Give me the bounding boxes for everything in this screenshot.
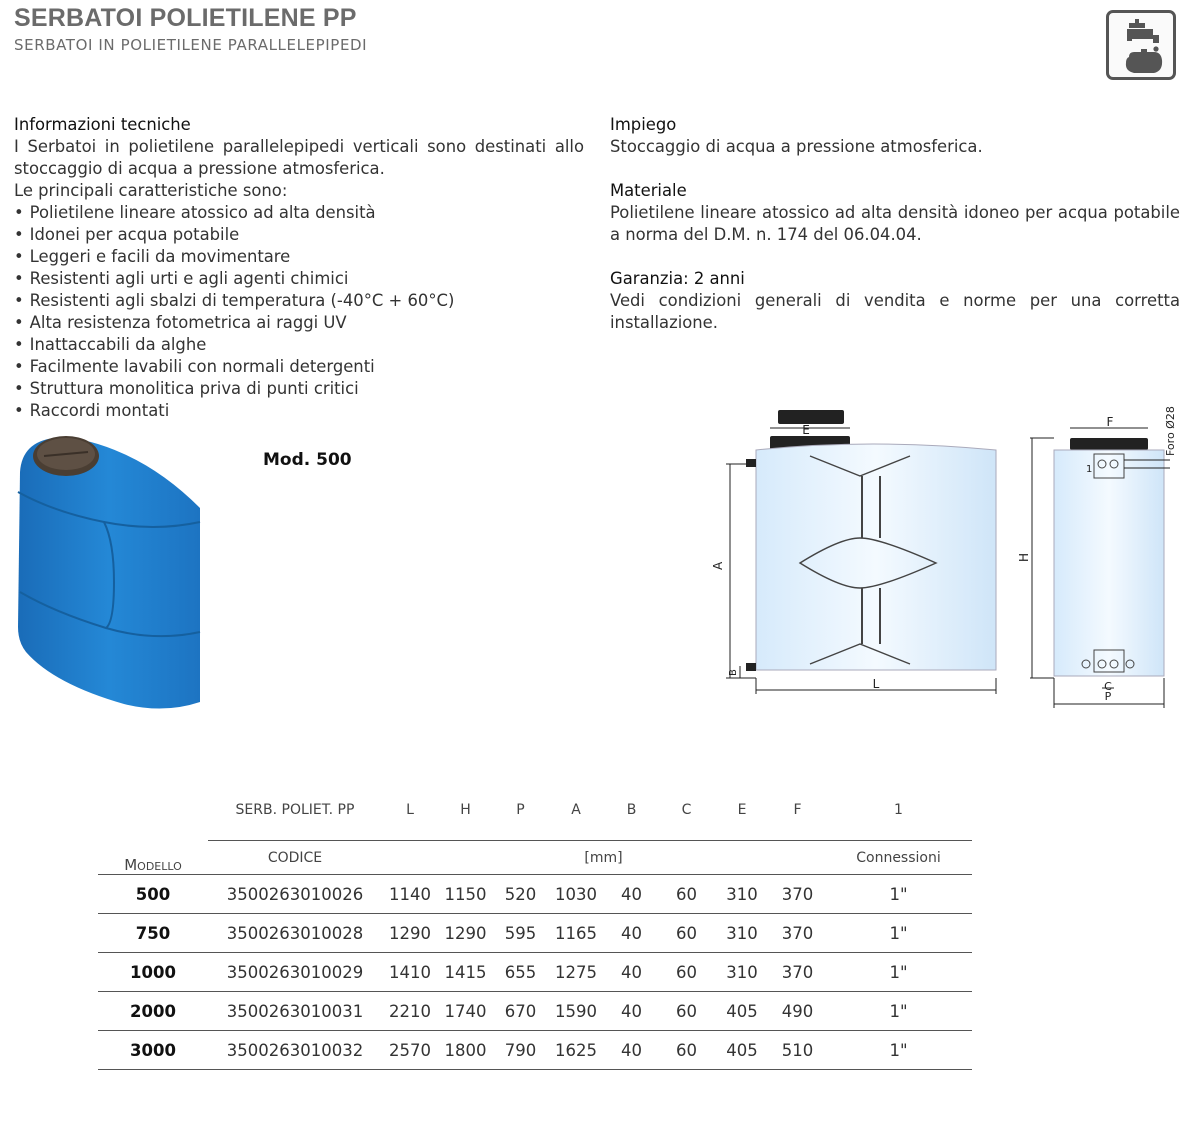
cell-P: 595	[493, 914, 548, 953]
usage-section	[610, 114, 1180, 334]
tap-and-tank-icon	[1109, 13, 1173, 77]
cell-modello: 1000	[98, 953, 208, 992]
cell-F: 490	[770, 992, 825, 1031]
feature-item: • Polietilene lineare atossico ad alta densità	[14, 202, 584, 224]
materiale-heading: Materiale	[610, 181, 687, 200]
header-modello: Modello	[124, 856, 182, 874]
label-E: E	[802, 423, 810, 437]
cell-codice: 3500263010026	[208, 875, 382, 914]
feature-item: • Leggeri e facili da movimentare	[14, 246, 584, 268]
cell-conn: 1"	[825, 914, 972, 953]
technical-info-heading: Informazioni tecniche	[14, 115, 191, 134]
header-serb: SERB. POLIET. PP	[235, 802, 355, 818]
cell-L: 2210	[382, 992, 438, 1031]
header-E: E	[737, 802, 747, 818]
technical-drawing	[700, 398, 1180, 718]
label-L: L	[872, 677, 880, 691]
technical-info-intro: I Serbatoi in polietilene parallelepipedi verticali sono destinati allo stoccaggio di acqua a pressione atmosferica.	[14, 137, 584, 178]
header-connessioni: Connessioni	[825, 841, 972, 875]
header-H: H	[460, 802, 471, 818]
cell-E: 310	[714, 914, 770, 953]
cell-B: 40	[604, 1031, 659, 1070]
header-P: P	[516, 802, 525, 818]
feature-item: • Alta resistenza fotometrica ai raggi UV	[14, 312, 584, 334]
cell-E: 310	[714, 953, 770, 992]
cell-F: 370	[770, 953, 825, 992]
cell-C: 60	[659, 992, 714, 1031]
cell-L: 1140	[382, 875, 438, 914]
header-codice: CODICE	[208, 841, 382, 875]
cell-L: 1290	[382, 914, 438, 953]
cell-P: 670	[493, 992, 548, 1031]
cell-H: 1290	[438, 914, 493, 953]
impiego-text: Stoccaggio di acqua a pressione atmosferica.	[610, 137, 983, 156]
label-F: F	[1106, 415, 1114, 429]
header-A: A	[571, 802, 581, 818]
cell-H: 1800	[438, 1031, 493, 1070]
cell-P: 655	[493, 953, 548, 992]
label-A: A	[711, 561, 725, 570]
table-row	[98, 953, 972, 992]
cell-conn: 1"	[825, 1031, 972, 1070]
spec-table	[98, 780, 972, 1070]
impiego-heading: Impiego	[610, 115, 677, 134]
cell-F: 370	[770, 875, 825, 914]
cell-L: 1410	[382, 953, 438, 992]
label-B: B	[728, 669, 739, 676]
model-label: Mod. 500	[263, 450, 352, 470]
cell-H: 1415	[438, 953, 493, 992]
cell-conn: 1"	[825, 992, 972, 1031]
feature-item: • Resistenti agli urti e agli agenti chimici	[14, 268, 584, 290]
cell-F: 370	[770, 914, 825, 953]
cell-L: 2570	[382, 1031, 438, 1070]
features-list	[14, 202, 584, 422]
technical-info-section	[14, 114, 584, 422]
cell-modello: 3000	[98, 1031, 208, 1070]
table-row	[98, 914, 972, 953]
cell-modello: 750	[98, 914, 208, 953]
table-row	[98, 1031, 972, 1070]
label-foro: Foro Ø28	[1164, 406, 1177, 456]
cell-B: 40	[604, 992, 659, 1031]
cell-C: 60	[659, 1031, 714, 1070]
table-subheader-row	[98, 841, 972, 875]
cell-P: 790	[493, 1031, 548, 1070]
label-H: H	[1017, 552, 1031, 562]
cell-C: 60	[659, 953, 714, 992]
cell-F: 510	[770, 1031, 825, 1070]
label-C: C	[1104, 680, 1112, 693]
header-F: F	[793, 802, 802, 818]
cell-A: 1275	[548, 953, 604, 992]
cell-B: 40	[604, 953, 659, 992]
blue-tank-image	[14, 432, 204, 712]
cell-H: 1150	[438, 875, 493, 914]
cell-B: 40	[604, 914, 659, 953]
label-1: 1	[1086, 464, 1093, 475]
table-row	[98, 992, 972, 1031]
garanzia-text: Vedi condizioni generali di vendita e norme per una corretta installazione.	[610, 291, 1180, 332]
label-P: P	[1104, 690, 1112, 703]
cell-E: 405	[714, 992, 770, 1031]
cell-E: 310	[714, 875, 770, 914]
cell-codice: 3500263010032	[208, 1031, 382, 1070]
cell-conn: 1"	[825, 953, 972, 992]
header-L: L	[406, 802, 414, 818]
cell-E: 405	[714, 1031, 770, 1070]
feature-item: • Struttura monolitica priva di punti critici	[14, 378, 584, 400]
cell-A: 1590	[548, 992, 604, 1031]
features-intro: Le principali caratteristiche sono:	[14, 181, 288, 200]
cell-B: 40	[604, 875, 659, 914]
cell-modello: 2000	[98, 992, 208, 1031]
cell-P: 520	[493, 875, 548, 914]
cell-codice: 3500263010031	[208, 992, 382, 1031]
cell-modello: 500	[98, 875, 208, 914]
header-B: B	[626, 802, 637, 818]
page-title: SERBATOI POLIETILENE PP	[14, 4, 357, 32]
cell-A: 1625	[548, 1031, 604, 1070]
cell-C: 60	[659, 875, 714, 914]
cell-codice: 3500263010029	[208, 953, 382, 992]
feature-item: • Resistenti agli sbalzi di temperatura (-40°C + 60°C)	[14, 290, 584, 312]
garanzia-heading: Garanzia: 2 anni	[610, 269, 745, 288]
cell-A: 1165	[548, 914, 604, 953]
header-conn-1: 1	[894, 802, 903, 818]
header-unit: [mm]	[382, 841, 825, 875]
header-C: C	[681, 802, 692, 818]
page-subtitle: SERBATOI IN POLIETILENE PARALLELEPIPEDI	[14, 36, 368, 54]
cell-conn: 1"	[825, 875, 972, 914]
feature-item: • Raccordi montati	[14, 400, 584, 422]
cell-codice: 3500263010028	[208, 914, 382, 953]
feature-item: • Idonei per acqua potabile	[14, 224, 584, 246]
materiale-text: Polietilene lineare atossico ad alta densità idoneo per acqua potabile a norma del D.M. n. 174 del 06.04.04.	[610, 203, 1180, 244]
table-header-row	[98, 780, 972, 841]
feature-item: • Facilmente lavabili con normali detergenti	[14, 356, 584, 378]
category-badge	[1106, 10, 1176, 80]
cell-C: 60	[659, 914, 714, 953]
table-row	[98, 875, 972, 914]
cell-A: 1030	[548, 875, 604, 914]
feature-item: • Inattaccabili da alghe	[14, 334, 584, 356]
cell-H: 1740	[438, 992, 493, 1031]
